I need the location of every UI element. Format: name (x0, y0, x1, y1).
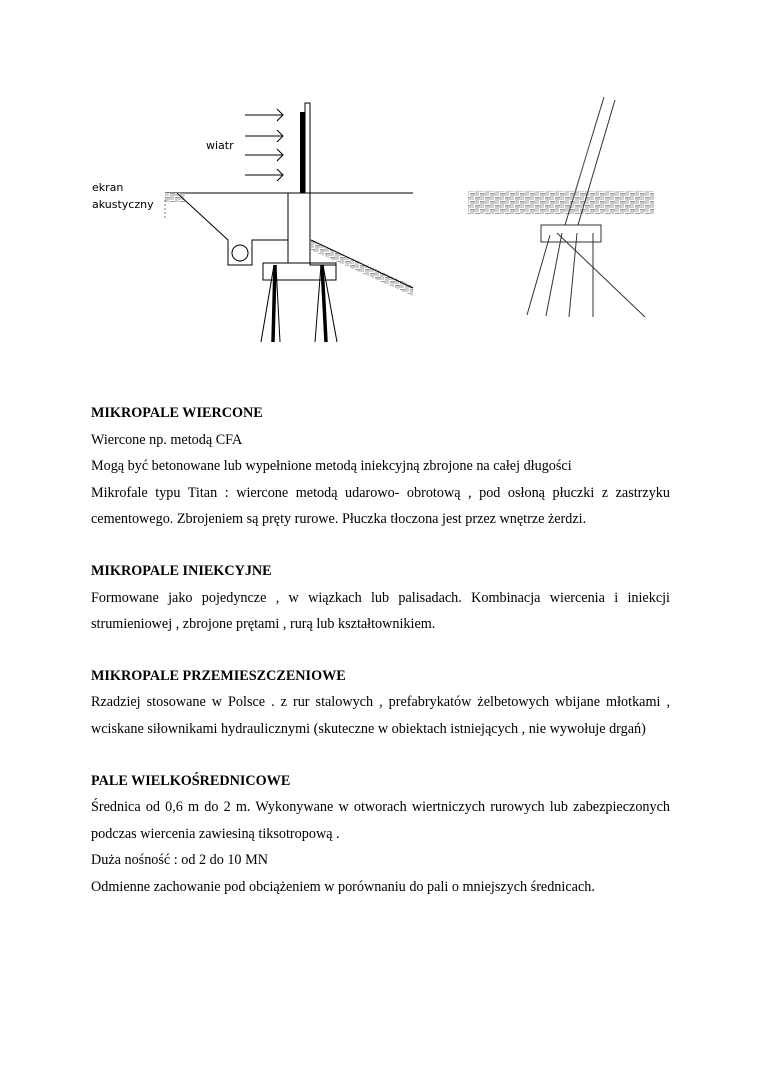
wind-label: wiatr (206, 139, 234, 152)
document-body (91, 400, 670, 901)
paragraph: Formowane jako pojedyncze , w wiązkach lub palisadach. Kombinacja wiercenia i iniekcji strumieniowej , zbrojone prętami , rurą lub kształtownikiem. (91, 589, 670, 633)
paragraph: Mikrofale typu Titan : wiercone metodą udarowo- obrotową , pod osłoną płuczki z zastrzyku cementowego. Zbrojeniem są pręty rurowe. Płuczka tłoczona jest przez wnętrze żerdzi. (91, 484, 670, 528)
pile-diagrams (0, 0, 760, 360)
drain-pipe (232, 245, 248, 261)
wind-arrows (245, 109, 283, 181)
paragraph: Średnica od 0,6 m do 2 m. Wykonywane w otworach wiertniczych rurowych lub zabezpieczonych podczas wiercenia zawiesiną tiksotropową . (91, 799, 670, 842)
paragraph: Mogą być betonowane lub wypełnione metodą iniekcyjną zbrojone na całej długości (91, 458, 572, 475)
screen-label-2: akustyczny (92, 198, 154, 211)
section-heading: PALE WIELKOŚREDNICOWE (91, 772, 291, 789)
section-heading: MIKROPALE WIERCONE (91, 405, 263, 421)
pile-cap (541, 225, 601, 242)
paragraph: Wiercone np. metodą CFA (91, 431, 243, 448)
section-heading: MIKROPALE PRZEMIESZCZENIOWE (91, 667, 346, 684)
screen-label-1: ekran (92, 181, 124, 194)
paragraph: Duża nośność : od 2 do 10 MN (91, 852, 268, 869)
barrier-panel (305, 103, 310, 193)
section-heading: MIKROPALE INIEKCYJNE (91, 562, 272, 579)
paragraph: Rzadziej stosowane w Polsce . z rur stalowych , prefabrykatów żelbetowych wbijane młotkami , wciskane siłownikami hydraulicznymi (skuteczne w obiektach istniejących , nie wywołuje drgań) (91, 694, 670, 737)
foundation-outline (177, 193, 336, 265)
inclined-pile-diagram (468, 97, 654, 317)
noise-barrier-diagram (165, 103, 413, 342)
paragraph: Odmienne zachowanie pod obciążeniem w porównaniu do pali o mniejszych średnicach. (91, 878, 595, 895)
